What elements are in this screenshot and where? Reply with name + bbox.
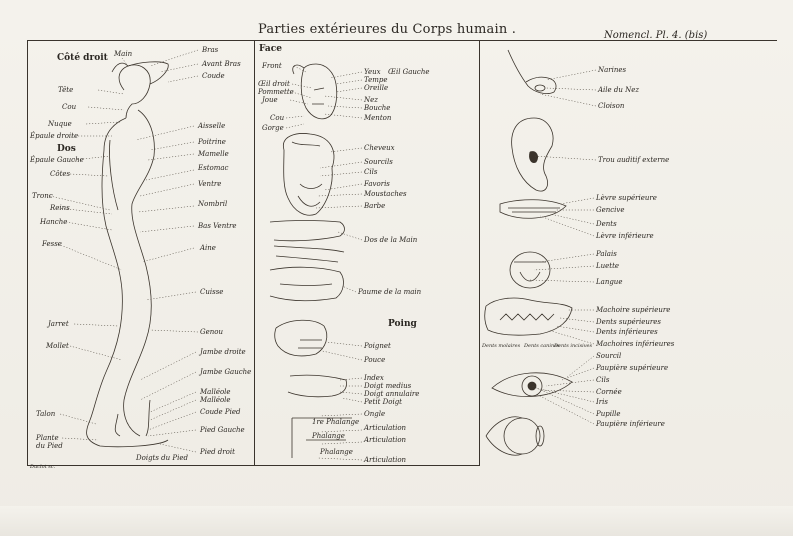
label-malleole-1: Malléole bbox=[200, 388, 231, 396]
throat-illustration bbox=[510, 252, 550, 288]
label-dents-molaires: Dents molaires bbox=[482, 343, 521, 349]
fingers-illustration bbox=[288, 375, 352, 458]
label-favoris: Favoris bbox=[364, 180, 390, 188]
label-cornee: Cornée bbox=[596, 388, 622, 396]
plate-title: Parties extérieures du Corps humain . bbox=[258, 22, 517, 37]
label-jambe-droite: Jambe droite bbox=[200, 348, 246, 356]
label-dents-inferieures: Dents inférieures bbox=[596, 328, 658, 336]
label-joue: Joue bbox=[262, 96, 278, 104]
plate-number: Nomencl. Pl. 4. (bis) bbox=[604, 30, 708, 41]
label-cheveux: Cheveux bbox=[364, 144, 395, 152]
heading-cote-droit: Côté droit bbox=[57, 53, 108, 63]
label-cils-oeil: Cils bbox=[596, 376, 610, 384]
label-cotes: Côtes bbox=[50, 170, 71, 178]
label-moustaches: Moustaches bbox=[364, 190, 407, 198]
label-cuisse: Cuisse bbox=[200, 288, 224, 296]
label-paupiere-inferieure: Paupière inférieure bbox=[596, 420, 665, 428]
label-yeux: Yeux bbox=[364, 68, 381, 76]
label-paupiere-superieure: Paupière supérieure bbox=[596, 364, 669, 372]
label-machoires-inferieures: Machoires inférieures bbox=[596, 340, 675, 348]
bearded-head-illustration bbox=[283, 134, 334, 216]
face-illustration bbox=[293, 64, 337, 119]
label-avant-bras: Avant Bras bbox=[202, 60, 241, 68]
label-nuque: Nuque bbox=[48, 120, 72, 128]
mouth-illustration bbox=[500, 200, 566, 219]
label-pied-gauche: Pied Gauche bbox=[200, 426, 245, 434]
body-figure bbox=[87, 62, 169, 447]
label-langue: Langue bbox=[596, 278, 623, 286]
label-cou: Cou bbox=[62, 103, 77, 111]
eye-illustration bbox=[492, 373, 572, 397]
label-cloison: Cloison bbox=[598, 102, 625, 110]
label-doigt-annulaire: Doigt annulaire bbox=[364, 390, 420, 398]
label-cils: Cils bbox=[364, 168, 378, 176]
label-ongle: Ongle bbox=[364, 410, 386, 418]
label-poignet: Poignet bbox=[364, 342, 391, 350]
label-cou-face: Cou bbox=[270, 114, 285, 122]
label-phalange-2: Phalange bbox=[312, 432, 345, 440]
label-poitrine: Poitrine bbox=[198, 138, 226, 146]
label-plante-du-pied: Plante du Pied bbox=[36, 434, 63, 450]
ear-illustration bbox=[512, 118, 553, 191]
heading-poing: Poing bbox=[388, 319, 417, 329]
label-coude-pied: Coude Pied bbox=[200, 408, 241, 416]
label-epaule-droite: Épaule droite bbox=[30, 132, 79, 140]
label-malleole-2: Malléole bbox=[200, 396, 231, 404]
label-dents-incisives: Dents incisives bbox=[554, 343, 593, 349]
label-oeil-droit: Œil droit bbox=[258, 80, 290, 88]
label-paume-de-la-main: Paume de la main bbox=[358, 288, 422, 296]
label-aisselle: Aisselle bbox=[198, 122, 226, 130]
label-tete: Tête bbox=[58, 86, 74, 94]
label-pouce: Pouce bbox=[364, 356, 386, 364]
label-dents: Dents bbox=[596, 220, 617, 228]
label-palais: Palais bbox=[596, 250, 617, 258]
label-nombril: Nombril bbox=[198, 200, 228, 208]
label-gorge: Gorge bbox=[262, 124, 284, 132]
label-aile-du-nez: Aile du Nez bbox=[598, 86, 640, 94]
label-jambe-gauche: Jambe Gauche bbox=[200, 368, 252, 376]
label-mollet: Mollet bbox=[46, 342, 69, 350]
label-estomac: Estomac bbox=[198, 164, 229, 172]
label-dos-de-la-main: Dos de la Main bbox=[364, 236, 418, 244]
label-machoire-superieure: Machoire supérieure bbox=[596, 306, 671, 314]
label-menton: Menton bbox=[364, 114, 392, 122]
label-dents-canines: Dents canines bbox=[524, 343, 560, 349]
eyeball-section-illustration bbox=[486, 417, 544, 455]
label-levre-superieure: Lèvre supérieure bbox=[596, 194, 657, 202]
label-doigts-du-pied: Doigts du Pied bbox=[136, 454, 188, 462]
label-epaule-gauche: Épaule Gauche bbox=[30, 156, 84, 164]
label-phalange-3: Phalange bbox=[320, 448, 353, 456]
label-tempe: Tempe bbox=[364, 76, 388, 84]
fist-illustration bbox=[275, 320, 327, 356]
label-pommette: Pommette bbox=[258, 88, 294, 96]
label-barbe: Barbe bbox=[364, 202, 386, 210]
hand-palm-illustration bbox=[270, 267, 343, 301]
label-genou: Genou bbox=[200, 328, 223, 336]
label-index: Index bbox=[364, 374, 384, 382]
label-fesse: Fesse bbox=[42, 240, 62, 248]
label-pupille: Pupille bbox=[596, 410, 621, 418]
label-narines: Narines bbox=[598, 66, 627, 74]
label-aine: Aine bbox=[200, 244, 216, 252]
label-sourcils: Sourcils bbox=[364, 158, 393, 166]
label-dents-superieures: Dents supérieures bbox=[596, 318, 661, 326]
jaw-illustration bbox=[485, 298, 572, 335]
label-oreille: Oreille bbox=[364, 84, 389, 92]
engraver-signature: Duclot sc. bbox=[30, 464, 56, 470]
label-mamelle: Mamelle bbox=[198, 150, 229, 158]
label-iris: Iris bbox=[596, 398, 608, 406]
label-front: Front bbox=[262, 62, 282, 70]
label-doigt-medius: Doigt medius bbox=[364, 382, 412, 390]
label-gencive: Gencive bbox=[596, 206, 625, 214]
label-luette: Luette bbox=[596, 262, 620, 270]
label-ventre: Ventre bbox=[198, 180, 222, 188]
label-articulation-3: Articulation bbox=[364, 456, 407, 464]
label-articulation-2: Articulation bbox=[364, 436, 407, 444]
label-pied-droit: Pied droit bbox=[200, 448, 235, 456]
nose-illustration bbox=[508, 50, 556, 94]
label-trou-auditif: Trou auditif externe bbox=[598, 156, 670, 164]
label-bouche: Bouche bbox=[364, 104, 391, 112]
label-main: Main bbox=[114, 50, 133, 58]
hand-back-illustration bbox=[270, 221, 345, 263]
label-nez: Nez bbox=[364, 96, 378, 104]
label-articulation-1: Articulation bbox=[364, 424, 407, 432]
label-reins: Reins bbox=[50, 204, 70, 212]
heading-dos: Dos bbox=[57, 144, 76, 154]
label-bras: Bras bbox=[202, 46, 219, 54]
label-hanche: Hanche bbox=[40, 218, 68, 226]
label-1re-phalange: 1re Phalange bbox=[312, 418, 360, 426]
label-oeil-gauche: Œil Gauche bbox=[388, 68, 430, 76]
label-jarret: Jarret bbox=[48, 320, 69, 328]
label-sourcil: Sourcil bbox=[596, 352, 622, 360]
label-levre-inferieure: Lèvre inférieure bbox=[596, 232, 654, 240]
label-coude: Coude bbox=[202, 72, 225, 80]
label-petit-doigt: Petit Doigt bbox=[364, 398, 402, 406]
label-talon: Talon bbox=[36, 410, 56, 418]
label-bas-ventre: Bas Ventre bbox=[198, 222, 237, 230]
leader-lines bbox=[50, 50, 596, 460]
label-tronc: Tronc bbox=[32, 192, 53, 200]
heading-face: Face bbox=[259, 44, 282, 54]
